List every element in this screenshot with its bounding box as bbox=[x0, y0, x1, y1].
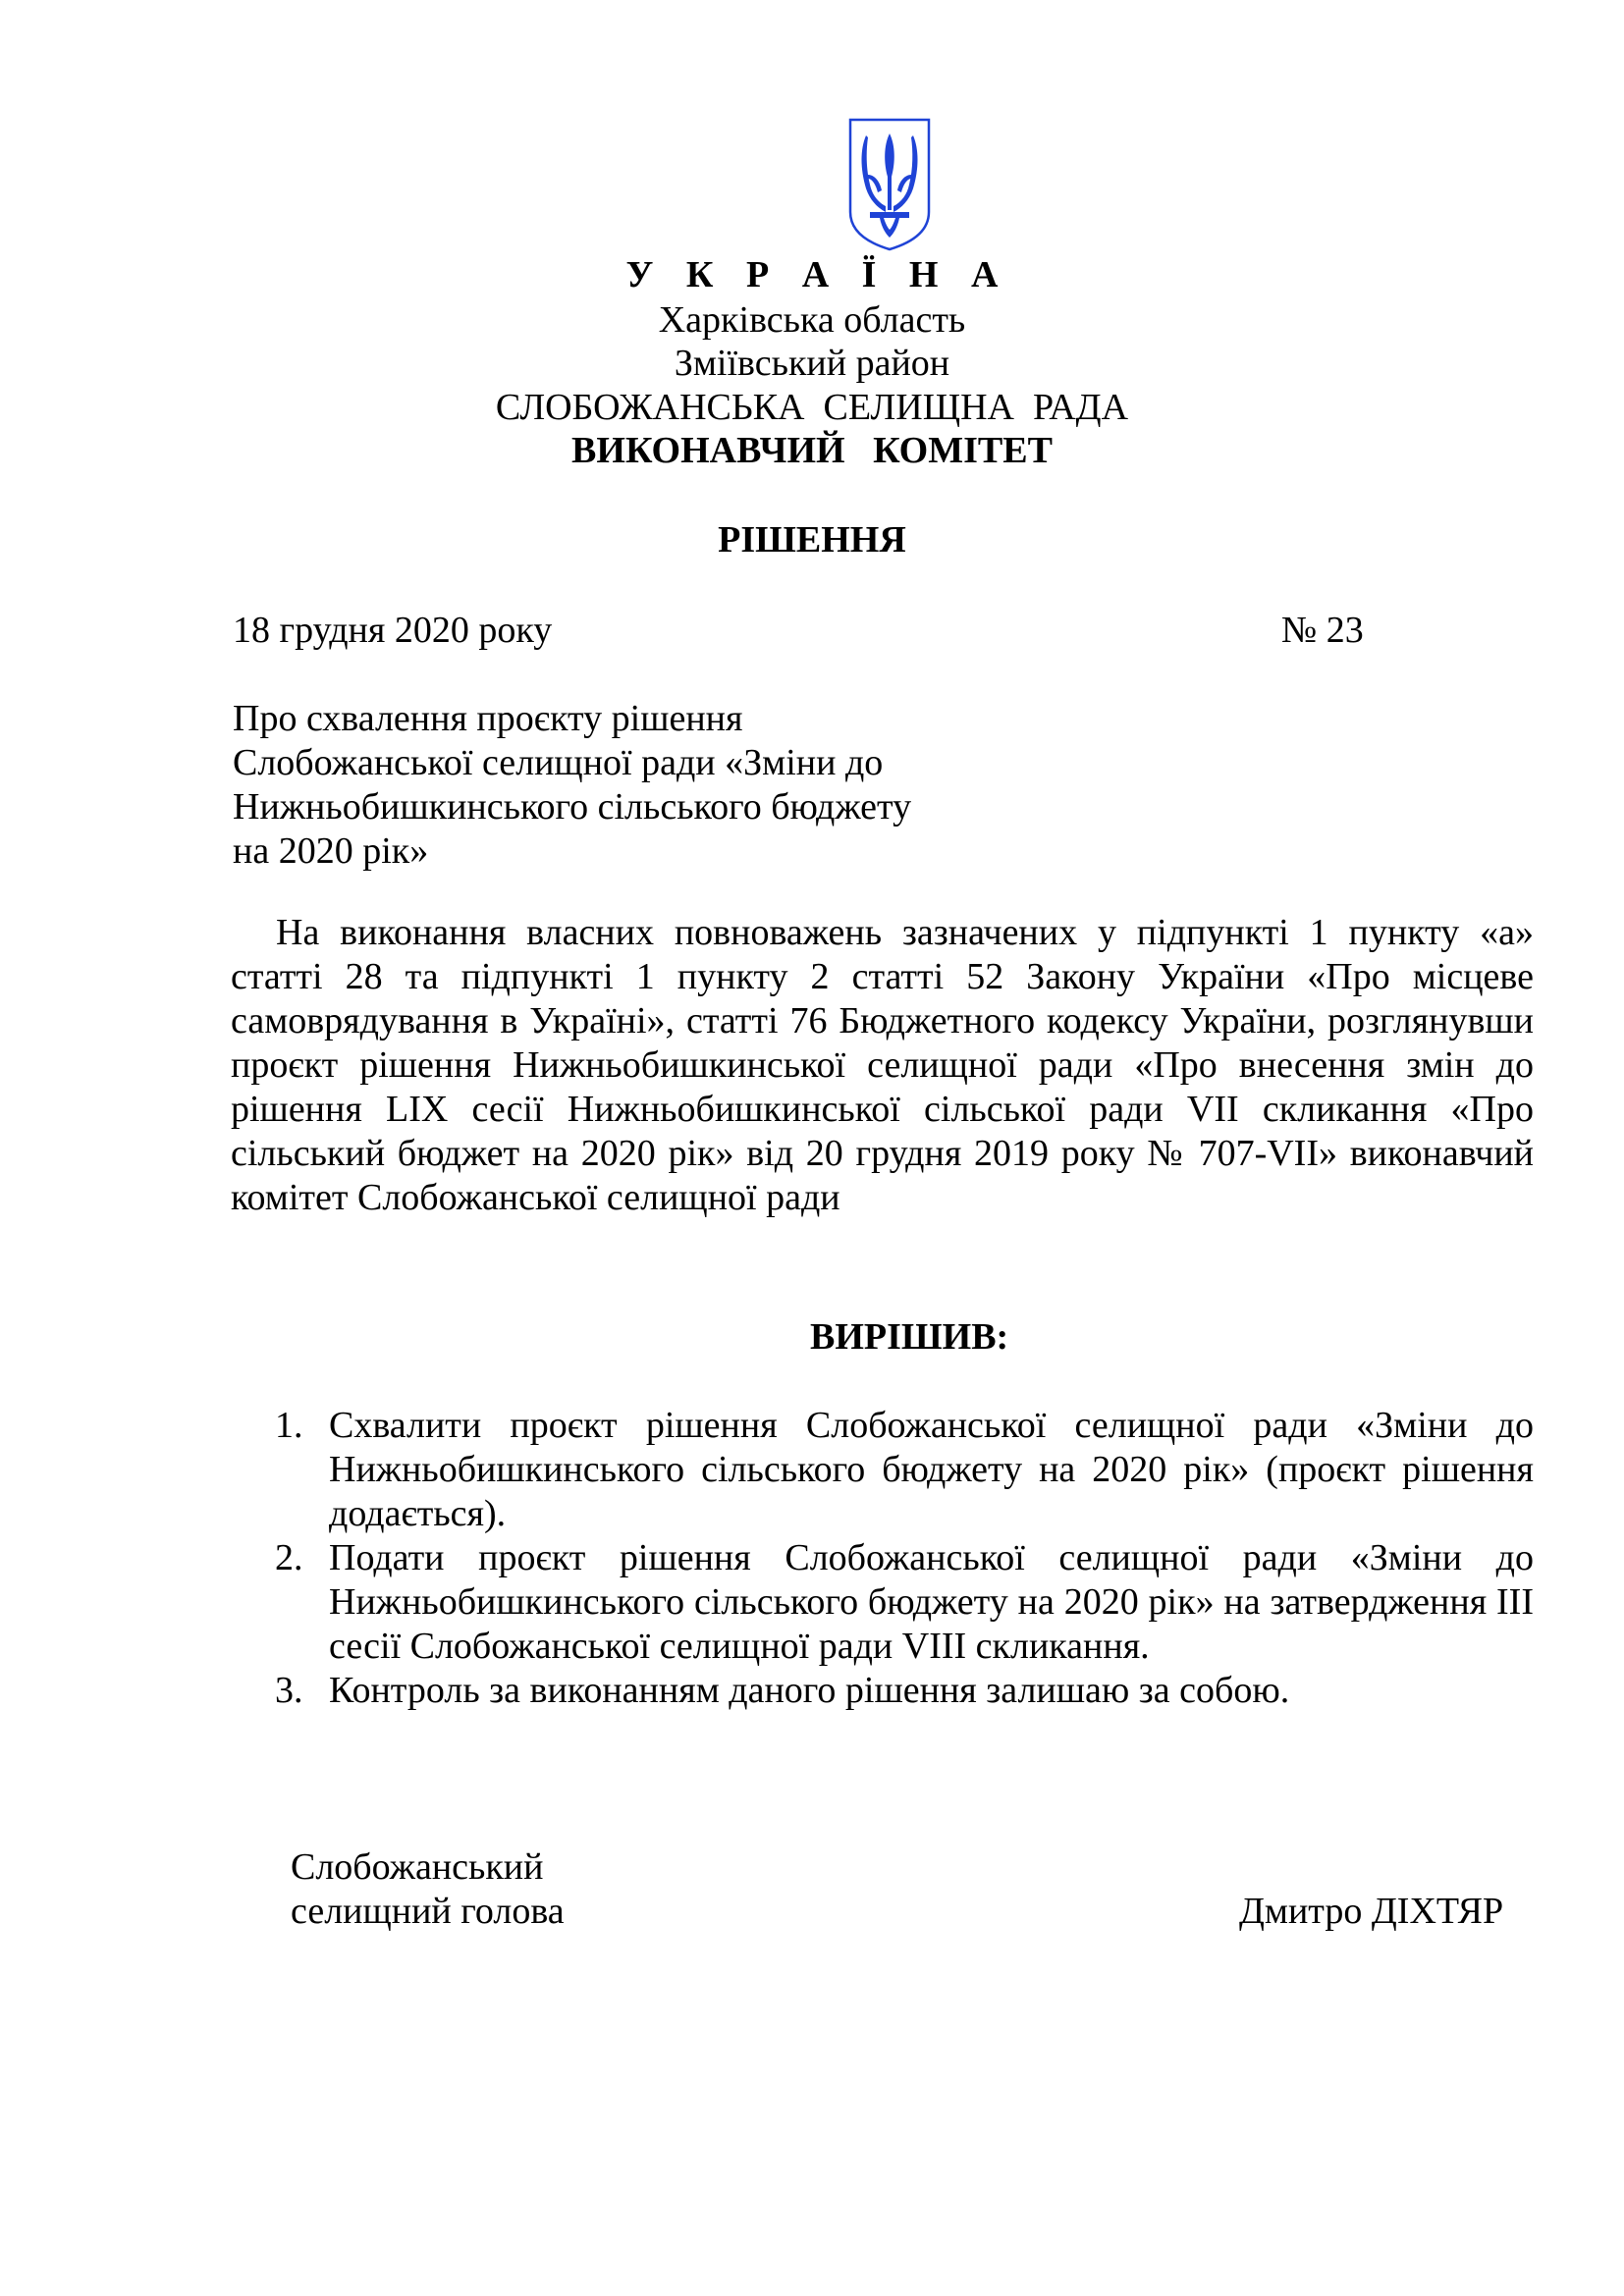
region-line: Харківська область bbox=[658, 299, 966, 341]
document-number: № 23 bbox=[1281, 610, 1364, 651]
committee-line: ВИКОНАВЧИЙ КОМІТЕТ bbox=[571, 430, 1053, 471]
list-item bbox=[275, 1404, 1534, 1536]
list-item-number: 2. bbox=[275, 1537, 303, 1578]
subject-line: на 2020 рік» bbox=[233, 830, 429, 872]
list-item-number: 3. bbox=[275, 1670, 303, 1711]
signatory-title-line: Слобожанський bbox=[291, 1846, 544, 1888]
subject-line: Нижньобишкинського сільського бюджету bbox=[233, 786, 912, 828]
list-item-text: Подати проєкт рішення Слобожанської селищної ради «Зміни до Нижньобишкинського сільського бюджету на 2020 рік» на затвердження III сесії Слобожанської селищної ради VIII скликання. bbox=[329, 1537, 1534, 1667]
subject-block bbox=[233, 697, 911, 874]
signatory-name: Дмитро ДІХТЯР bbox=[1239, 1891, 1504, 1932]
signatory-title bbox=[291, 1845, 565, 1934]
document-date: 18 грудня 2020 року bbox=[233, 610, 553, 651]
coat-of-arms-icon bbox=[846, 116, 933, 253]
council-line: СЛОБОЖАНСЬКА СЕЛИЩНА РАДА bbox=[495, 387, 1129, 428]
subject-line: Про схвалення проєкту рішення bbox=[233, 698, 743, 739]
decision-list bbox=[275, 1404, 1534, 1713]
signatory-title-line: селищний голова bbox=[291, 1891, 565, 1932]
list-item bbox=[275, 1536, 1534, 1669]
list-item bbox=[275, 1669, 1534, 1713]
document-type: РІШЕННЯ bbox=[718, 519, 906, 561]
preamble-paragraph: На виконання власних повноважень зазначених у підпункті 1 пункту «а» статті 28 та підпункті 1 пункту 2 статті 52 Закону України «Про місцеве самоврядування в Україні», статті 76 Бюджетного кодексу України, розглянувши проєкт рішення Нижньобишкинської селищної ради «Про внесення змін до рішення LIX сесії Нижньобишкинської сільської ради VII скликання «Про сільський бюджет на 2020 рік» від 20 грудня 2019 року № 707-VII» виконавчий комітет Слобожанської селищної ради bbox=[231, 912, 1534, 1218]
list-item-number: 1. bbox=[275, 1405, 303, 1446]
district-line: Зміївський район bbox=[674, 343, 950, 384]
decided-heading: ВИРІШИВ: bbox=[810, 1316, 1009, 1358]
country-heading: У К Р А Ї Н А bbox=[625, 254, 1010, 295]
list-item-text: Схвалити проєкт рішення Слобожанської селищної ради «Зміни до Нижньобишкинського сільського бюджету на 2020 рік» (проєкт рішення додається). bbox=[329, 1405, 1534, 1534]
subject-line: Слобожанської селищної ради «Зміни до bbox=[233, 742, 884, 783]
list-item-text: Контроль за виконанням даного рішення залишаю за собою. bbox=[329, 1670, 1290, 1711]
